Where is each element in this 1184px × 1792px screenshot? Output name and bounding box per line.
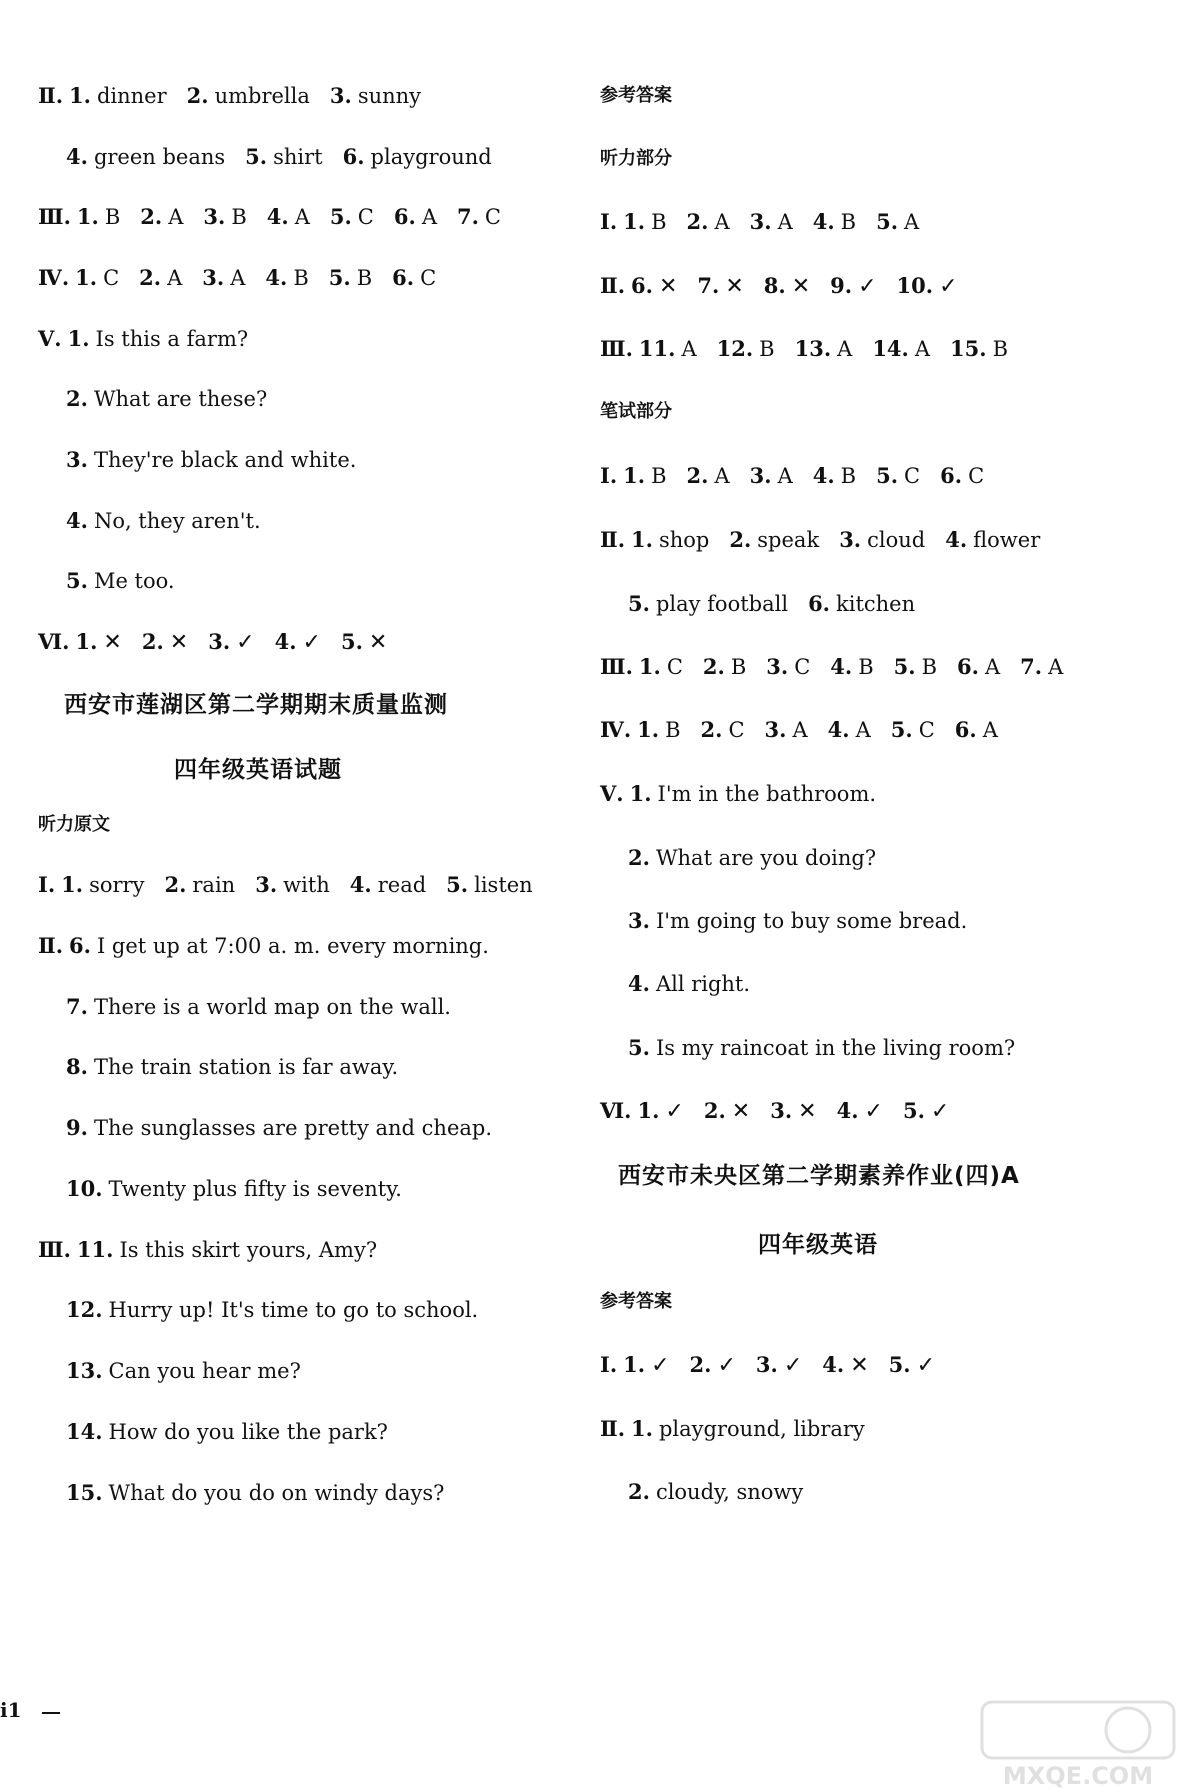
answer-row: Ⅱ. 1. dinner 2. umbrella 3. sunny (38, 83, 422, 108)
answer-value: B (840, 210, 857, 234)
exam-subtitle: 四年级英语 (758, 1232, 878, 1258)
answer-value: ✓ (717, 1353, 736, 1378)
answer-value: A (777, 210, 793, 234)
answer-row: Ⅱ. 1. playground, library (600, 1416, 865, 1441)
answer-value: rain (192, 873, 236, 897)
answer-value: A (792, 718, 808, 742)
question-number: Ⅰ. (600, 463, 618, 488)
answer-value: C (420, 266, 437, 290)
answer-value: B (231, 205, 247, 229)
answer-value: A (681, 337, 697, 361)
page-number: i1 (0, 1698, 22, 1722)
answer-value: A (167, 266, 183, 290)
answer-value: A (904, 210, 920, 234)
answer-value: A (714, 464, 730, 488)
answer-value: A (1048, 655, 1064, 679)
answer-value: ✕ (103, 630, 122, 655)
script-line: 12. Hurry up! It's time to go to school. (66, 1297, 479, 1322)
answer-text: shirt (273, 145, 323, 169)
section-heading: 参考答案 (600, 1291, 672, 1312)
answer-row: Ⅵ. 1. ✕ 2. ✕ 3. ✓ 4. ✓ 5. ✕ (38, 629, 388, 655)
question-number: Ⅲ. (600, 654, 633, 679)
answer-value: ✕ (798, 1099, 817, 1124)
answer-value: A (855, 718, 871, 742)
section-heading: 听力原文 (38, 814, 110, 835)
answer-value: C (357, 205, 374, 229)
answer-value: A (421, 205, 437, 229)
answer-text: green beans (93, 145, 226, 169)
answer-value: C (918, 718, 935, 742)
answer-value: ✓ (665, 1099, 684, 1124)
answer-row: Ⅱ. 1. shop 2. speak 3. cloud 4. flower (600, 527, 1041, 552)
answer-row: Ⅲ. 1. B 2. A 3. B 4. A 5. C 6. A 7. C (38, 204, 501, 229)
answer-value: C (484, 205, 501, 229)
answer-row: Ⅱ. 6. ✕ 7. ✕ 8. ✕ 9. ✓ 10. ✓ (600, 273, 958, 299)
answer-value: B (921, 655, 938, 679)
answer-value: A (168, 205, 184, 229)
exam-title: 西安市未央区第二学期素养作业(四)A (618, 1163, 1020, 1189)
answer-value: C (103, 266, 120, 290)
script-line: 10. Twenty plus fifty is seventy. (66, 1176, 402, 1201)
answer-value: ✓ (939, 274, 958, 299)
answer-value: B (651, 210, 667, 234)
answer-value: ✓ (783, 1353, 803, 1378)
script-line: 8. The train station is far away. (66, 1054, 399, 1079)
script-line: 13. Can you hear me? (66, 1358, 301, 1383)
question-number: Ⅰ. (38, 872, 56, 897)
question-number: Ⅲ. (600, 336, 633, 361)
script-line: Ⅱ. 6. I get up at 7:00 a. m. every morning. (38, 933, 489, 958)
answer-value: B (293, 266, 309, 290)
answer-value: B (356, 266, 373, 290)
section-heading: 听力部分 (600, 148, 672, 169)
question-number: Ⅱ. (600, 273, 626, 298)
answer-value: ✓ (858, 274, 877, 299)
answer-row: Ⅳ. 1. B 2. C 3. A 4. A 5. C 6. A (600, 717, 998, 742)
answer-row: 4. No, they aren't. (66, 508, 261, 533)
answer-row: Ⅰ. 1. B 2. A 3. A 4. B 5. A (600, 209, 920, 234)
exam-title: 西安市莲湖区第二学期期末质量监测 (64, 692, 448, 718)
answer-value: listen (474, 873, 533, 897)
section-heading: 笔试部分 (600, 401, 672, 422)
answer-row: 5. play football 6. kitchen (628, 591, 916, 616)
answer-text: umbrella (214, 84, 310, 108)
answer-row: Ⅳ. 1. C 2. A 3. A 4. B 5. B 6. C (38, 265, 437, 290)
answer-value: C (968, 464, 985, 488)
answer-text: sunny (357, 84, 422, 108)
question-number: Ⅰ. (600, 1352, 618, 1377)
answer-row: Ⅰ. 1. sorry 2. rain 3. with 4. read 5. listen (38, 872, 533, 897)
answer-value: B (665, 718, 681, 742)
answer-value: ✓ (651, 1353, 670, 1378)
answer-value: A (914, 337, 931, 361)
watermark-logo (978, 1698, 1178, 1790)
answer-value: A (984, 655, 1001, 679)
answer-value: B (992, 337, 1009, 361)
answer-text: playground (370, 145, 492, 169)
question-number: Ⅱ. (38, 83, 64, 108)
question-number: Ⅳ. (38, 265, 70, 290)
answer-value: ✓ (930, 1099, 950, 1124)
answer-value: B (651, 464, 667, 488)
answer-row: Ⅰ. 1. B 2. A 3. A 4. B 5. C 6. C (600, 463, 985, 488)
answer-value: A (837, 337, 853, 361)
answer-value: ✕ (850, 1353, 869, 1378)
answer-value: read (377, 873, 427, 897)
answer-value: B (840, 464, 857, 488)
answer-row: 2. What are these? (66, 386, 268, 411)
answer-value: with (283, 873, 330, 897)
script-line: 14. How do you like the park? (66, 1419, 388, 1444)
answer-row: 5. Is my raincoat in the living room? (628, 1035, 1016, 1060)
answer-row: 4. green beans 5. shirt 6. playground (66, 144, 492, 169)
answer-value: A (777, 464, 793, 488)
answer-row: Ⅲ. 11. A 12. B 13. A 14. A 15. B (600, 336, 1009, 361)
answer-value: C (794, 655, 811, 679)
answer-row: 2. cloudy, snowy (628, 1479, 804, 1504)
answer-value: ✕ (791, 274, 811, 299)
answer-row: 4. All right. (628, 971, 751, 996)
answer-row: Ⅴ. 1. Is this a farm? (38, 326, 249, 351)
answer-value: A (230, 266, 246, 290)
exam-subtitle: 四年级英语试题 (174, 757, 342, 783)
answer-value: sorry (89, 873, 145, 897)
answer-value: C (904, 464, 921, 488)
page-dash (42, 1712, 60, 1714)
answer-row: 3. I'm going to buy some bread. (628, 908, 968, 933)
script-line: 7. There is a world map on the wall. (66, 994, 451, 1019)
answer-value: ✓ (916, 1353, 936, 1378)
answer-value: ✕ (725, 274, 744, 299)
answer-value: B (759, 337, 775, 361)
answer-value: B (104, 205, 121, 229)
answer-text: dinner (96, 84, 167, 108)
answer-value: B (730, 655, 747, 679)
answer-value: B (858, 655, 874, 679)
answer-row: Ⅲ. 1. C 2. B 3. C 4. B 5. B 6. A 7. A (600, 654, 1064, 679)
answer-value: C (728, 718, 745, 742)
script-line: Ⅲ. 11. Is this skirt yours, Amy? (38, 1237, 378, 1262)
answer-value: A (982, 718, 998, 742)
answer-value: ✕ (368, 630, 388, 655)
answer-value: A (294, 205, 310, 229)
answer-row: 3. They're black and white. (66, 447, 357, 472)
answer-value: ✕ (731, 1099, 751, 1124)
answer-value: ✕ (169, 630, 189, 655)
question-number: Ⅵ. (38, 629, 70, 654)
answer-value: ✓ (302, 630, 321, 655)
question-number: Ⅰ. (600, 209, 618, 234)
answer-row: Ⅵ. 1. ✓ 2. ✕ 3. ✕ 4. ✓ 5. ✓ (600, 1098, 950, 1124)
answer-value: C (666, 655, 683, 679)
answer-value: A (714, 210, 730, 234)
answer-value: ✓ (864, 1099, 883, 1124)
question-number: Ⅳ. (600, 717, 632, 742)
answer-row: 5. Me too. (66, 568, 175, 593)
script-line: 9. The sunglasses are pretty and cheap. (66, 1115, 493, 1140)
question-number: Ⅲ. (38, 204, 71, 229)
answer-row: 2. What are you doing? (628, 845, 877, 870)
answer-row: Ⅰ. 1. ✓ 2. ✓ 3. ✓ 4. ✕ 5. ✓ (600, 1352, 936, 1378)
answer-value: ✓ (236, 630, 255, 655)
question-number: Ⅵ. (600, 1098, 632, 1123)
answer-row: Ⅴ. 1. I'm in the bathroom. (600, 781, 877, 806)
script-line: 15. What do you do on windy days? (66, 1480, 445, 1505)
answer-value: ✕ (658, 274, 678, 299)
watermark-text: MXQE.COM (1002, 1762, 1154, 1790)
section-heading: 参考答案 (600, 85, 672, 106)
